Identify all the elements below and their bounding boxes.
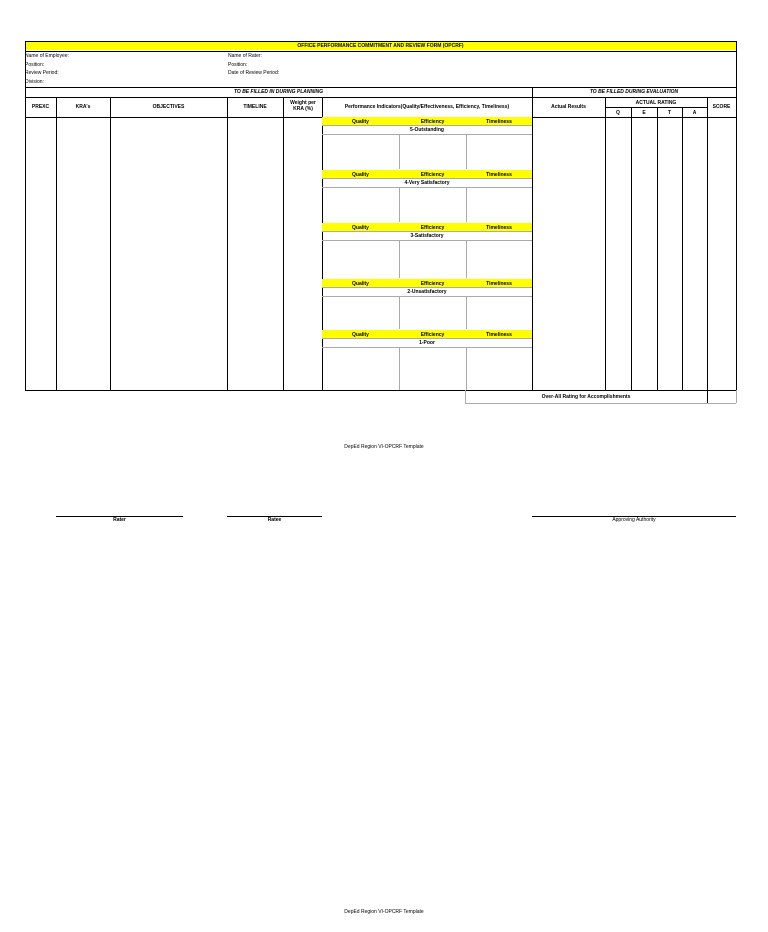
ind-timeliness: Timeliness	[486, 119, 512, 125]
ind-timeliness: Timeliness	[486, 332, 512, 338]
review-period-label: Review Period:	[25, 70, 59, 76]
col-score: SCORE	[712, 104, 731, 110]
rating-code-a: A	[692, 110, 697, 116]
signature-approving: Approving Authority	[612, 517, 656, 523]
footer-template-note: DepEd Region VI-OPCRF Template	[344, 909, 424, 915]
ind-timeliness: Timeliness	[486, 225, 512, 231]
col-prexc: PREXC	[31, 104, 50, 110]
overall-rating-label: Over-All Rating for Accomplishments	[541, 394, 631, 400]
planning-label: TO BE FILLED IN DURING PLANNING	[233, 89, 324, 95]
ind-quality: Quality	[352, 281, 369, 287]
template-note: DepEd Region VI-OPCRF Template	[344, 444, 424, 450]
ind-quality: Quality	[352, 119, 369, 125]
ind-timeliness: Timeliness	[486, 172, 512, 178]
ind-efficiency: Efficiency	[420, 172, 445, 178]
division-label: Division:	[25, 79, 44, 85]
form-title: OFFICE PERFORMANCE COMMITMENT AND REVIEW FORM (OPCRF)	[297, 43, 464, 49]
col-actual-rating: ACTUAL RATING	[635, 100, 677, 106]
rating-level-label: 2-Unsatisfactory	[407, 289, 447, 295]
ind-efficiency: Efficiency	[420, 119, 445, 125]
col-weight: Weight per KRA (%)	[290, 100, 316, 112]
rating-level-label: 1-Poor	[419, 340, 435, 346]
rating-code-t: T	[667, 110, 672, 116]
col-timeline: TIMELINE	[243, 104, 267, 110]
ind-timeliness: Timeliness	[486, 281, 512, 287]
review-date-label: Date of Review Period:	[228, 70, 280, 76]
evaluation-label: TO BE FILLED DURING EVALUATION	[589, 89, 679, 95]
signature-ratee: Ratee	[267, 517, 282, 523]
employee-position-label: Position:	[25, 62, 45, 68]
col-indicators: Performance Indicators(Quality/Effectiveness, Efficiency, Timeliness)	[344, 104, 510, 110]
col-objectives: OBJECTIVES	[152, 104, 185, 110]
rater-name-label: Name of Rater:	[228, 53, 262, 59]
ind-efficiency: Efficiency	[420, 332, 445, 338]
col-actual-results: Actual Results	[551, 104, 586, 110]
rating-level-label: 5-Outstanding	[410, 127, 444, 133]
signature-rater: Rater	[113, 517, 126, 523]
employee-name-label: Name of Employee:	[25, 53, 69, 59]
ind-efficiency: Efficiency	[420, 281, 445, 287]
ind-quality: Quality	[352, 172, 369, 178]
ind-quality: Quality	[352, 225, 369, 231]
rater-position-label: Position:	[228, 62, 248, 68]
rating-code-q: Q	[616, 110, 620, 116]
rating-level-label: 3-Satisfactory	[410, 233, 444, 239]
ind-efficiency: Efficiency	[420, 225, 445, 231]
col-kras: KRA's	[75, 104, 91, 110]
rating-level-label: 4-Very Satisfactory	[404, 180, 450, 186]
rating-code-e: E	[642, 110, 646, 116]
ind-quality: Quality	[352, 332, 369, 338]
